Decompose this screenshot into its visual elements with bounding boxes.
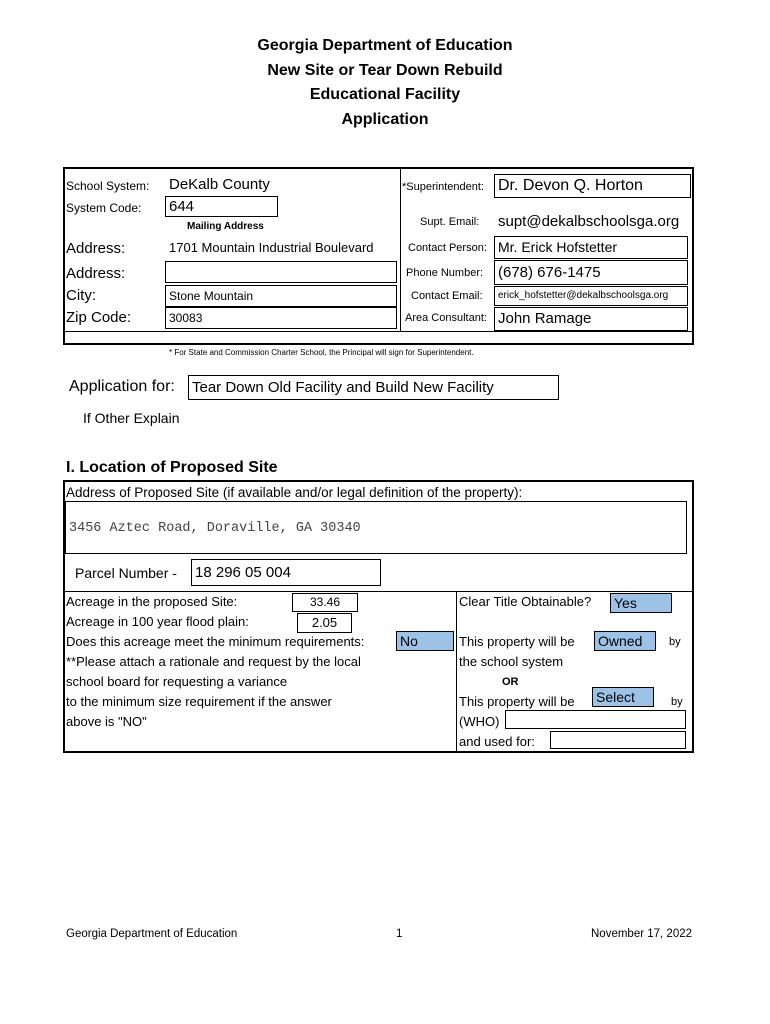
parcel-field[interactable]: 18 296 05 004 [191,559,381,586]
school-system-text: the school system [459,654,564,669]
property-use-select[interactable]: Select [592,687,654,707]
contact-person-label: Contact Person: [408,242,487,254]
contact-person-field[interactable]: Mr. Erick Hofstetter [494,236,688,259]
parcel-label: Parcel Number - [75,565,177,581]
clear-title-select[interactable]: Yes [610,593,672,613]
contact-email-label: Contact Email: [411,290,483,302]
note-line-3: to the minimum size requirement if the answer [66,694,332,709]
location-divider [456,591,457,752]
note-line-1: **Please attach a rationale and request by the local [66,654,361,669]
acreage-label: Acreage in the proposed Site: [66,594,238,609]
property-will-be-label-2: This property will be [459,694,575,709]
if-other-explain-label: If Other Explain [83,410,180,426]
flood-label: Acreage in 100 year flood plain: [66,614,249,629]
zip-label: Zip Code: [66,309,132,326]
address-prompt: Address of Proposed Site (if available and/or legal definition of the property): [66,485,523,500]
used-for-label: and used for: [459,734,535,749]
location-heading: I. Location of Proposed Site [66,459,278,476]
by-label-2: by [671,696,683,708]
flood-field[interactable]: 2.05 [297,613,352,633]
address1-field[interactable]: 1701 Mountain Industrial Boulevard [165,237,397,258]
school-system-field[interactable]: DeKalb County [165,174,397,195]
mailing-address-label: Mailing Address [187,221,264,232]
page-number: 1 [396,928,403,940]
phone-label: Phone Number: [406,267,484,279]
clear-title-label: Clear Title Obtainable? [459,594,592,609]
property-ownership-select[interactable]: Owned [594,631,656,651]
system-code-field[interactable]: 644 [165,196,278,217]
address2-label: Address: [66,265,126,282]
page-title [0,34,770,132]
city-label: City: [66,287,96,304]
supt-email-field[interactable]: supt@dekalbschoolsga.org [494,210,691,234]
proposed-address-field[interactable]: 3456 Aztec Road, Doraville, GA 30340 [65,501,687,554]
system-code-label: System Code: [66,201,142,215]
used-for-field[interactable] [550,731,686,749]
city-field[interactable]: Stone Mountain [165,285,397,307]
title-line-2: New Site or Tear Down Rebuild [267,61,503,79]
zip-field[interactable]: 30083 [165,307,397,329]
note-line-4: above is "NO" [66,714,147,729]
title-line-4: Application [341,110,429,128]
superintendent-field[interactable]: Dr. Devon Q. Horton [494,174,691,198]
meet-select[interactable]: No [396,631,454,651]
phone-field[interactable]: (678) 676-1475 [494,260,688,285]
property-will-be-label: This property will be [459,634,575,649]
note-line-2: school board for requesting a variance [66,674,288,689]
title-line-1: Georgia Department of Education [257,37,513,54]
superintendent-label: *Superintendent: [402,181,484,193]
area-consultant-label: Area Consultant: [405,312,487,324]
title-line-3: Educational Facility [309,86,461,103]
meet-label: Does this acreage meet the minimum requirements: [66,634,365,649]
area-consultant-field[interactable]: John Ramage [494,307,688,331]
who-field[interactable] [505,710,686,729]
application-for-field[interactable]: Tear Down Old Facility and Build New Facility [188,375,559,400]
footer-left: Georgia Department of Education [66,928,238,940]
footer-date: November 17, 2022 [591,928,693,940]
who-label: (WHO) [459,714,500,729]
location-mid-line [64,591,693,592]
info-bottom-line [64,331,693,332]
address-label: Address: [66,240,126,257]
contact-email-field[interactable]: erick_hofstetter@dekalbschoolsga.org [494,286,688,306]
footnote: * For State and Commission Charter School, the Principal will sign for Superintendent. [169,348,474,357]
by-label-1: by [669,636,681,648]
application-for-label: Application for: [69,378,175,395]
address2-field[interactable] [165,261,397,283]
acreage-field[interactable]: 33.46 [292,593,358,612]
info-divider [400,168,401,331]
or-text: OR [502,676,519,688]
supt-email-label: Supt. Email: [420,216,480,228]
school-system-label: School System: [66,179,150,193]
